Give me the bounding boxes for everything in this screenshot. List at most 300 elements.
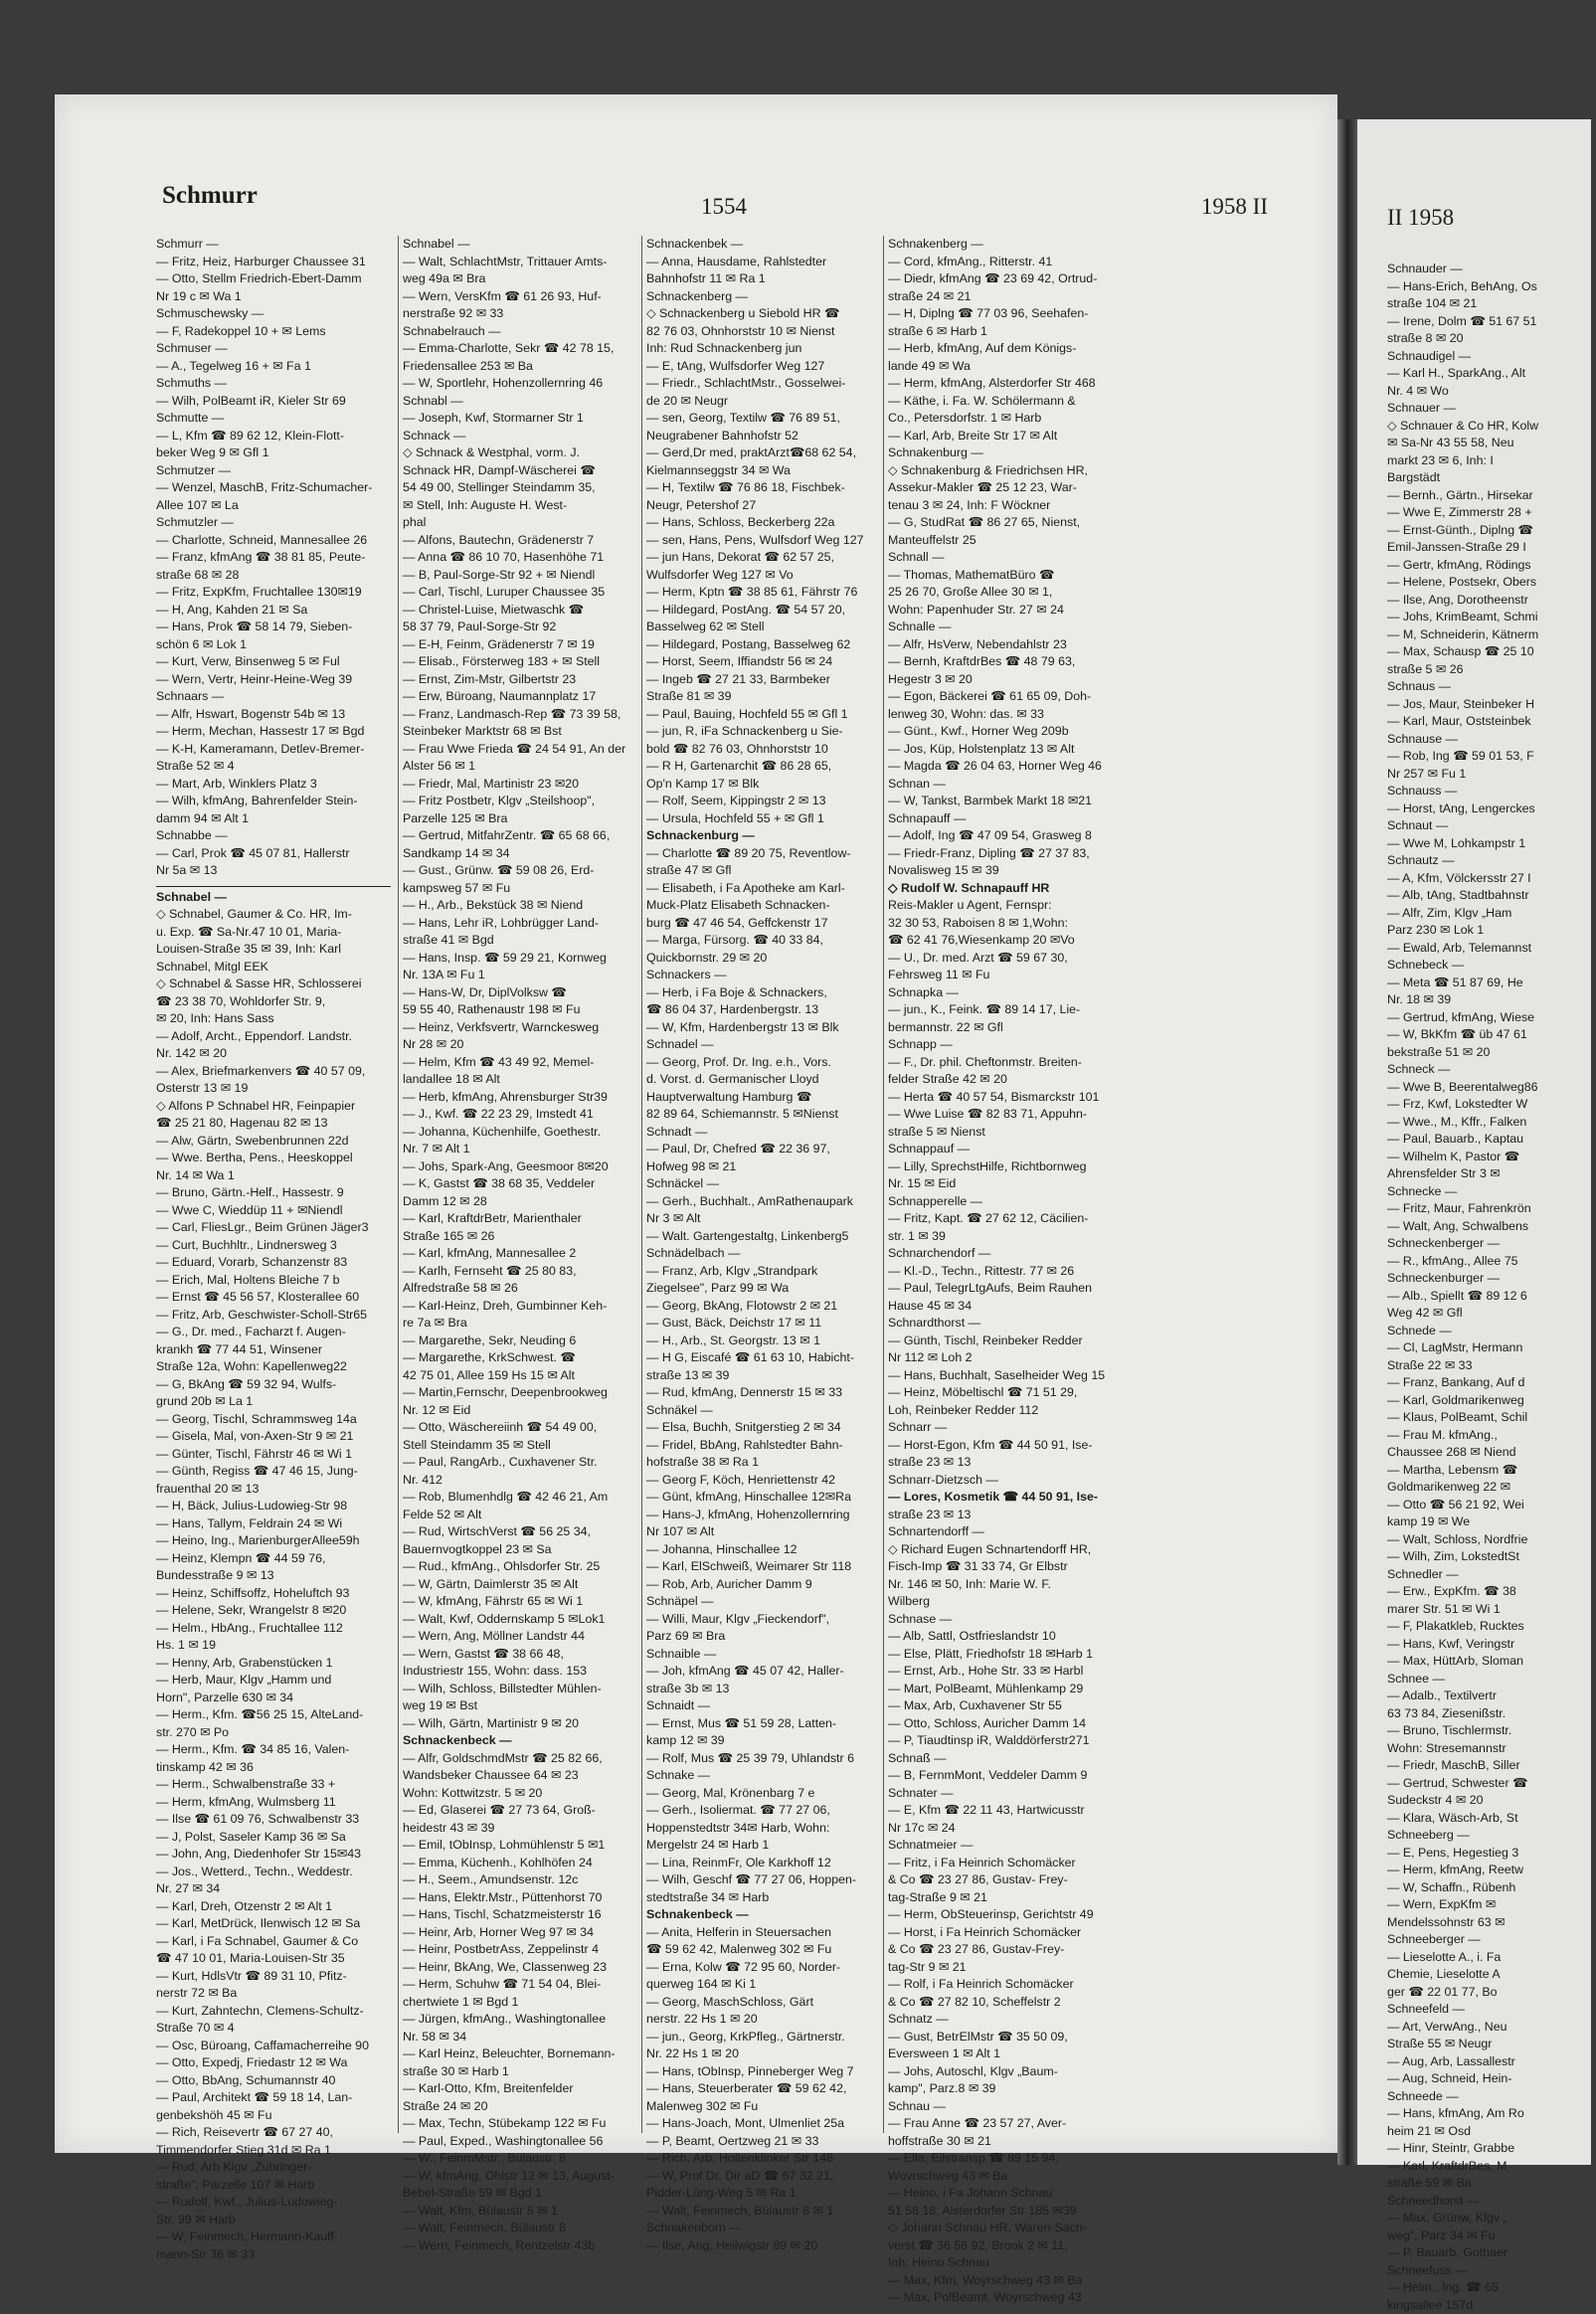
directory-entry: — Bernh, KraftdrBes ☎ 48 79 63, xyxy=(888,653,1123,671)
directory-entry: — Kurt, HdlsVtr ☎ 89 31 10, Pfitz- xyxy=(156,1968,391,1986)
directory-entry: — J, Polst, Saseler Kamp 36 ✉ Sa xyxy=(156,1829,391,1847)
directory-entry: Schnater — xyxy=(888,1785,1123,1803)
directory-entry: — Karl, Maur, Oststeinbek xyxy=(1387,713,1596,731)
directory-entry: — Hans, Tischl, Schatzmeisterstr 16 xyxy=(403,1906,637,1924)
directory-entry: straße 5 ✉ 26 xyxy=(1387,661,1596,679)
directory-entry: Schmuschewsky — xyxy=(156,305,391,323)
directory-entry: — Günth, Regiss ☎ 47 46 15, Jung- xyxy=(156,1463,391,1481)
directory-entry: Schnabel — xyxy=(156,889,391,907)
directory-entry: — Helm., HbAng., Fruchtallee 112 xyxy=(156,1620,391,1638)
directory-entry: — Georg, BkAng, Flotowstr 2 ✉ 21 xyxy=(646,1298,881,1316)
directory-entry: — E, Kfm ☎ 22 11 43, Hartwicusstr xyxy=(888,1802,1123,1820)
directory-entry: — Wenzel, MaschB, Fritz-Schumacher- xyxy=(156,479,391,497)
directory-entry: — Karl Heinz, Beleuchter, Bornemann- xyxy=(403,2046,637,2063)
directory-entry: — Kurt, Verw, Binsenweg 5 ✉ Ful xyxy=(156,653,391,671)
directory-entry: — Hans, Tallym, Feldrain 24 ✉ Wi xyxy=(156,1515,391,1533)
directory-entry: — Otto, Stellm Friedrich-Ebert-Damm xyxy=(156,270,391,288)
directory-entry: — Hans, tObInsp, Pinneberger Weg 7 xyxy=(646,2063,881,2081)
directory-entry: — Karlh, Fernseht ☎ 25 80 83, xyxy=(403,1263,637,1281)
directory-entry: — Johs, Autoschl, Klgv „Baum- xyxy=(888,2063,1123,2081)
directory-entry: Schnaut — xyxy=(1387,817,1596,835)
directory-entry: Schnauer — xyxy=(1387,400,1596,418)
directory-entry: — Hans-J, kfmAng, Hohenzollernring xyxy=(646,1507,881,1524)
directory-entry: — sen, Georg, Textilw ☎ 76 89 51, xyxy=(646,410,881,428)
directory-entry: Schnause — xyxy=(1387,731,1596,749)
directory-entry: straße", Parzelle 107 ✉ Harb xyxy=(156,2177,391,2195)
directory-entry: 54 49 00, Stellinger Steindamm 35, xyxy=(403,479,637,497)
directory-entry: Manteuffelstr 25 xyxy=(888,532,1123,550)
directory-entry: ☎ 25 21 80, Hagenau 82 ✉ 13 xyxy=(156,1115,391,1133)
directory-entry: — W, Schaffn., Rübenh xyxy=(1387,1879,1596,1897)
directory-entry: Neugrabener Bahnhofstr 52 xyxy=(646,428,881,445)
directory-entry: kamp 19 ✉ We xyxy=(1387,1513,1596,1531)
directory-entry: — Wwe., M., Kffr., Falken xyxy=(1387,1114,1596,1132)
directory-entry: — Herm, ObSteuerinsp, Gerichtstr 49 xyxy=(888,1906,1123,1924)
directory-entry: querweg 164 ✉ Ki 1 xyxy=(646,1976,881,1994)
directory-entry: straße 59 ✉ Ba xyxy=(1387,2175,1596,2193)
directory-entry: Hegestr 3 ✉ 20 xyxy=(888,671,1123,689)
directory-entry: — Ilse, Ang, Heilwigstr 89 ✉ 20 xyxy=(646,2237,881,2255)
directory-entry: — Hans, Steuerberater ☎ 59 62 42, xyxy=(646,2080,881,2098)
directory-entry: — Johs, KrimBeamt, Schmi xyxy=(1387,609,1596,626)
directory-entry: Schmuser — xyxy=(156,340,391,358)
directory-entry: Schnadel — xyxy=(646,1036,881,1054)
directory-entry: ◇ Schnackenberg u Siebold HR ☎ xyxy=(646,305,881,323)
directory-entry: — jun., Georg, KrkPfleg., Gärtnerstr. xyxy=(646,2029,881,2047)
directory-entry: — Rob, Blumenhdlg ☎ 42 46 21, Am xyxy=(403,1489,637,1507)
directory-entry: — Else, Plätt, Friedhofstr 18 ✉Harb 1 xyxy=(888,1646,1123,1664)
directory-entry: nerstr. 22 Hs 1 ✉ 20 xyxy=(646,2011,881,2029)
directory-entry: — Georg, Prof. Dr. Ing. e.h., Vors. xyxy=(646,1054,881,1072)
directory-entry: heidestr 43 ✉ 39 xyxy=(403,1820,637,1838)
directory-entry: Schnapka — xyxy=(888,984,1123,1002)
directory-entry: — Hans-Erich, BehAng, Os xyxy=(1387,278,1596,296)
directory-entry: ✉ Sa-Nr 43 55 58, Neu xyxy=(1387,435,1596,452)
directory-entry: — Wern, Gastst ☎ 38 66 48, xyxy=(403,1646,637,1664)
directory-entry: Schneefeld — xyxy=(1387,2001,1596,2019)
directory-entry: 63 73 84, Ziesenißstr. xyxy=(1387,1705,1596,1723)
directory-entry: — Paul, RangArb., Cuxhavener Str. xyxy=(403,1454,637,1472)
directory-entry: Schneck — xyxy=(1387,1061,1596,1079)
directory-entry: straße 6 ✉ Harb 1 xyxy=(888,323,1123,341)
directory-entry: — Otto, Schloss, Auricher Damm 14 xyxy=(888,1715,1123,1733)
running-head: Schmurr xyxy=(162,182,258,210)
directory-entry: — Paul, Bauarb., Kaptau xyxy=(1387,1131,1596,1149)
directory-entry: — B, Paul-Sorge-Str 92 + ✉ Niendl xyxy=(403,567,637,585)
directory-entry: Wandsbeker Chaussee 64 ✉ 23 xyxy=(403,1767,637,1785)
directory-entry: 42 75 01, Allee 159 Hs 15 ✉ Alt xyxy=(403,1367,637,1385)
directory-entry: straße 23 ✉ 13 xyxy=(888,1507,1123,1524)
directory-entry: Schmurr — xyxy=(156,236,391,254)
directory-entry: — Wwe E, Zimmerstr 28 + xyxy=(1387,504,1596,522)
directory-entry: — Klara, Wäsch-Arb, St xyxy=(1387,1810,1596,1828)
directory-column-2 xyxy=(403,236,637,2254)
directory-entry: straße 24 ✉ 21 xyxy=(888,288,1123,306)
directory-entry: — Bernh., Gärtn., Hirsekar xyxy=(1387,487,1596,505)
directory-entry: — Margarethe, KrkSchwest. ☎ xyxy=(403,1349,637,1367)
edition-label: 1958 II xyxy=(1201,194,1268,220)
directory-entry: Schnebeck — xyxy=(1387,957,1596,975)
directory-entry: — Herb, kfmAng, Ahrensburger Str39 xyxy=(403,1089,637,1107)
directory-entry: — Alfr, Hswart, Bogenstr 54b ✉ 13 xyxy=(156,706,391,724)
directory-entry: — Lores, Kosmetik ☎ 44 50 91, Ise- xyxy=(888,1489,1123,1507)
directory-entry: Wohn: Stresemannstr xyxy=(1387,1740,1596,1758)
directory-entry: — Adolf, Archt., Eppendorf. Landstr. xyxy=(156,1028,391,1046)
directory-entry: Nr. 142 ✉ 20 xyxy=(156,1045,391,1063)
directory-entry: — Karl, KraftdrBes, M xyxy=(1387,2158,1596,2176)
directory-entry: 82 76 03, Ohnhorststr 10 ✉ Nienst xyxy=(646,323,881,341)
directory-entry: — Walt, Kwf, Oddernskamp 5 ✉Lok1 xyxy=(403,1611,637,1629)
directory-entry: — E, tAng, Wulfsdorfer Weg 127 xyxy=(646,358,881,376)
directory-entry: Basselweg 62 ✉ Stell xyxy=(646,619,881,636)
directory-entry: — Kurt, Zahntechn, Clemens-Schultz- xyxy=(156,2003,391,2021)
directory-entry: — Emma, Küchenh., Kohlhöfen 24 xyxy=(403,1855,637,1872)
directory-entry: — Rob, Ing ☎ 59 01 53, F xyxy=(1387,748,1596,766)
directory-entry: — Fridel, BbAng, Rahlstedter Bahn- xyxy=(646,1437,881,1455)
directory-entry: — Cord, kfmAng., Ritterstr. 41 xyxy=(888,254,1123,271)
directory-entry: bekstraße 51 ✉ 20 xyxy=(1387,1044,1596,1062)
directory-entry: — Lieselotte A., i. Fa xyxy=(1387,1949,1596,1967)
directory-entry: Schnarr — xyxy=(888,1419,1123,1437)
directory-entry: tag-Straße 9 ✉ 21 xyxy=(888,1889,1123,1907)
directory-entry: Schnedler — xyxy=(1387,1566,1596,1584)
directory-entry: — Karl, MetDrück, Ilenwisch 12 ✉ Sa xyxy=(156,1915,391,1933)
directory-entry: — Herm, Schuhw ☎ 71 54 04, Blei- xyxy=(403,1976,637,1994)
directory-entry: — Rud, Arb Klgv „Zubringer- xyxy=(156,2159,391,2177)
directory-entry: Nr 19 c ✉ Wa 1 xyxy=(156,288,391,306)
directory-entry: — Gerh., Buchhalt., AmRathenaupark xyxy=(646,1193,881,1211)
directory-entry: — Margarethe, Sekr, Neuding 6 xyxy=(403,1333,637,1350)
directory-entry: Schnabbe — xyxy=(156,827,391,845)
directory-entry: — Erw., ExpKfm. ☎ 38 xyxy=(1387,1583,1596,1601)
directory-entry: — Herm., Kfm. ☎56 25 15, AlteLand- xyxy=(156,1706,391,1724)
directory-entry: — Thomas, MathematBüro ☎ xyxy=(888,567,1123,585)
directory-entry: Schnase — xyxy=(888,1611,1123,1629)
column-rule xyxy=(398,236,399,2133)
directory-entry: — Alfr, Zim, Klgv „Ham xyxy=(1387,905,1596,923)
directory-entry: — Charlotte ☎ 89 20 75, Reventlow- xyxy=(646,845,881,863)
directory-entry: Alfredstraße 58 ✉ 26 xyxy=(403,1280,637,1298)
directory-entry: Schnackers — xyxy=(646,967,881,984)
directory-entry: ☎ 23 38 70, Wohldorfer Str. 9, xyxy=(156,993,391,1011)
directory-entry: Nr. 18 ✉ 39 xyxy=(1387,991,1596,1009)
directory-entry: Hoppenstedtstr 34✉ Harb, Wohn: xyxy=(646,1820,881,1838)
directory-entry: Schneeberger — xyxy=(1387,1931,1596,1949)
directory-entry: — Johs, Spark-Ang, Geesmoor 8✉20 xyxy=(403,1158,637,1176)
directory-entry: Schnaß — xyxy=(888,1750,1123,1768)
directory-entry: 25 26 70, Große Allee 30 ✉ 1, xyxy=(888,584,1123,602)
directory-entry: — Franz, Landmasch-Rep ☎ 73 39 58, xyxy=(403,706,637,724)
directory-entry: Wohn: Papenhuder Str. 27 ✉ 24 xyxy=(888,602,1123,620)
directory-entry: — Anna ☎ 86 10 70, Hasenhöhe 71 xyxy=(403,549,637,567)
directory-entry: hofstraße 38 ✉ Ra 1 xyxy=(646,1454,881,1472)
directory-entry: — Karl, Arb, Breite Str 17 ✉ Alt xyxy=(888,428,1123,445)
directory-entry: Schnautz — xyxy=(1387,852,1596,870)
directory-entry: — Henny, Arb, Grabenstücken 1 xyxy=(156,1655,391,1673)
directory-entry: ger ☎ 22 01 77, Bo xyxy=(1387,1984,1596,2002)
directory-entry: ☎ 59 62 42, Malenweg 302 ✉ Fu xyxy=(646,1941,881,1959)
directory-entry: — E, Pens, Hegestieg 3 xyxy=(1387,1845,1596,1863)
directory-entry: — Gertr, kfmAng, Rödings xyxy=(1387,557,1596,575)
directory-entry: damm 94 ✉ Alt 1 xyxy=(156,810,391,828)
directory-entry: — Heinr, BkAng, We, Classenweg 23 xyxy=(403,1959,637,1977)
directory-entry: ☎ 62 41 76,Wiesenkamp 20 ✉Vo xyxy=(888,932,1123,950)
directory-entry: — Bruno, Gärtn.-Helf., Hassestr. 9 xyxy=(156,1184,391,1202)
directory-entry: Straße 22 ✉ 33 xyxy=(1387,1357,1596,1375)
directory-entry: Eversween 1 ✉ Alt 1 xyxy=(888,2046,1123,2063)
directory-entry: — Franz, kfmAng ☎ 38 81 85, Peute- xyxy=(156,549,391,567)
directory-entry: Hause 45 ✉ 34 xyxy=(888,1298,1123,1316)
directory-entry: lenweg 30, Wohn: das. ✉ 33 xyxy=(888,706,1123,724)
directory-entry: Parz 69 ✉ Bra xyxy=(646,1628,881,1646)
directory-entry: — Rob, Arb, Auricher Damm 9 xyxy=(646,1576,881,1594)
directory-entry: — Heinz, Klempn ☎ 44 59 76, xyxy=(156,1550,391,1568)
directory-entry: Straße 165 ✉ 26 xyxy=(403,1228,637,1246)
directory-entry: — sen, Hans, Pens, Wulfsdorf Weg 127 xyxy=(646,532,881,550)
directory-entry: Schnaus — xyxy=(1387,678,1596,696)
directory-entry: Schnatz — xyxy=(888,2011,1123,2029)
directory-entry: Schnappauf — xyxy=(888,1141,1123,1158)
directory-entry: — Walt, Ang, Schwalbens xyxy=(1387,1218,1596,1236)
directory-entry: Str. 99 ✉ Harb xyxy=(156,2212,391,2229)
directory-entry: — Heinr, Arb, Horner Weg 97 ✉ 34 xyxy=(403,1924,637,1942)
directory-entry: chertwiete 1 ✉ Bgd 1 xyxy=(403,1994,637,2012)
directory-entry: Parzelle 125 ✉ Bra xyxy=(403,810,637,828)
directory-entry: — Carl, FliesLgr., Beim Grünen Jäger3 xyxy=(156,1219,391,1237)
directory-entry: & Co ☎ 23 27 86, Gustav- Frey- xyxy=(888,1871,1123,1889)
directory-entry: — Johanna, Küchenhilfe, Goethestr. xyxy=(403,1124,637,1142)
directory-entry: — Wilh, Schloss, Billstedter Mühlen- xyxy=(403,1681,637,1698)
directory-entry: — Wern, VersKfm ☎ 61 26 93, Huf- xyxy=(403,288,637,306)
directory-entry: — Curt, Buchhltr., Lindnersweg 3 xyxy=(156,1237,391,1255)
directory-entry: — Karl-Heinz, Dreh, Gumbinner Keh- xyxy=(403,1298,637,1316)
directory-entry: — W., FeinmMstr., Bülaustr. 8 xyxy=(403,2150,637,2168)
directory-entry: Straße 52 ✉ 4 xyxy=(156,758,391,776)
directory-entry: — Wern, Ang, Möllner Landstr 44 xyxy=(403,1628,637,1646)
directory-entry: Schneckenberger — xyxy=(1387,1235,1596,1253)
directory-entry: — Herb, i Fa Boje & Schnackers, xyxy=(646,984,881,1002)
directory-entry: Nr 107 ✉ Alt xyxy=(646,1523,881,1541)
directory-entry: tag-Str 9 ✉ 21 xyxy=(888,1959,1123,1977)
directory-entry: — F, Radekoppel 10 + ✉ Lems xyxy=(156,323,391,341)
directory-entry: — Gisela, Mal, von-Axen-Str 9 ✉ 21 xyxy=(156,1428,391,1446)
directory-entry: kingsallee 157d xyxy=(1387,2297,1596,2314)
directory-entry: — W, Feinmech, Hermann-Kauff- xyxy=(156,2228,391,2246)
directory-entry: — F., Dr. phil. Cheftonmstr. Breiten- xyxy=(888,1054,1123,1072)
page-header xyxy=(55,94,1337,234)
directory-entry: — Gust, Bäck, Deichstr 17 ✉ 11 xyxy=(646,1315,881,1333)
directory-entry: — A., Tegelweg 16 + ✉ Fa 1 xyxy=(156,358,391,376)
directory-entry: Bargstädt xyxy=(1387,469,1596,487)
directory-entry: — Horst-Egon, Kfm ☎ 44 50 91, Ise- xyxy=(888,1437,1123,1455)
directory-entry: — Max, Grünw, Klgv „ xyxy=(1387,2210,1596,2227)
directory-entry: — Walt. Gartengestaltg, Linkenberg5 xyxy=(646,1228,881,1246)
directory-entry: Kielmannseggstr 34 ✉ Wa xyxy=(646,462,881,480)
directory-entry: Ahrensfelder Str 3 ✉ xyxy=(1387,1165,1596,1183)
next-page-header: II 1958 xyxy=(1387,205,1454,231)
directory-entry: — Rich, Arb, Holtenklinker Str 148 xyxy=(646,2150,881,2168)
directory-column-3 xyxy=(646,236,881,2254)
directory-entry: — Gust., Grünw. ☎ 59 08 26, Erd- xyxy=(403,862,637,880)
directory-entry: — Paul, Architekt ☎ 59 18 14, Lan- xyxy=(156,2089,391,2107)
directory-entry: Schnapauff — xyxy=(888,810,1123,828)
directory-entry: Straße 70 ✉ 4 xyxy=(156,2020,391,2038)
directory-entry: straße 47 ✉ Gfl xyxy=(646,862,881,880)
directory-entry: — Hans, Prok ☎ 58 14 79, Sieben- xyxy=(156,619,391,636)
book-gutter xyxy=(1337,119,1357,2165)
directory-entry: ◇ Schnakenburg & Friedrichsen HR, xyxy=(888,462,1123,480)
directory-entry: — L, Kfm ☎ 89 62 12, Klein-Flott- xyxy=(156,428,391,445)
directory-entry: — Jos, Küp, Holstenplatz 13 ✉ Alt xyxy=(888,741,1123,759)
directory-entry: — Hans, Elektr.Mstr., Püttenhorst 70 xyxy=(403,1889,637,1907)
directory-entry: Mergelstr 24 ✉ Harb 1 xyxy=(646,1837,881,1855)
directory-entry: — Adalb., Textilvertr xyxy=(1387,1688,1596,1705)
directory-entry: Assekur-Makler ☎ 25 12 23, War- xyxy=(888,479,1123,497)
column-rule xyxy=(883,236,884,2133)
directory-entry: — B, FernmMont, Veddeler Damm 9 xyxy=(888,1767,1123,1785)
directory-entry: Schneckenburger — xyxy=(1387,1270,1596,1288)
directory-entry: — Alb, tAng, Stadtbahnstr xyxy=(1387,887,1596,905)
directory-entry: Schnakenberg — xyxy=(888,236,1123,254)
directory-entry: — Elsa, Buchh, Snitgerstieg 2 ✉ 34 xyxy=(646,1419,881,1437)
directory-entry: krankh ☎ 77 44 51, Winsener xyxy=(156,1341,391,1359)
directory-entry: — Walt, Schloss, Nordfrie xyxy=(1387,1531,1596,1549)
directory-entry: — Meta ☎ 51 87 69, He xyxy=(1387,975,1596,992)
directory-entry: — Emil, tObInsp, Lohmühlenstr 5 ✉1 xyxy=(403,1837,637,1855)
directory-entry: Wohn: Kottwitzstr. 5 ✉ 20 xyxy=(403,1785,637,1803)
directory-entry: — Jos., Wetterd., Techn., Weddestr. xyxy=(156,1864,391,1881)
directory-entry: — Hans-W, Dr, DiplVolksw ☎ xyxy=(403,984,637,1002)
directory-entry: — Herm, kfmAng, Reetw xyxy=(1387,1862,1596,1879)
directory-entry: — Helm, Kfm ☎ 43 49 92, Memel- xyxy=(403,1054,637,1072)
directory-entry: Friedensallee 253 ✉ Ba xyxy=(403,358,637,376)
directory-entry: 51 58 18, Alsterdorfer Str 185 ✉39 xyxy=(888,2203,1123,2221)
directory-entry: — H, Ang, Kahden 21 ✉ Sa xyxy=(156,602,391,620)
directory-entry: — Erich, Mal, Holtens Bleiche 7 b xyxy=(156,1272,391,1290)
directory-entry: Sandkamp 14 ✉ 34 xyxy=(403,845,637,863)
directory-entry: — Wern, ExpKfm ✉ xyxy=(1387,1896,1596,1914)
directory-entry: — Ingeb ☎ 27 21 33, Barmbeker xyxy=(646,671,881,689)
directory-entry: — W, Kfm, Hardenbergstr 13 ✉ Blk xyxy=(646,1019,881,1037)
directory-entry: — Käthe, i. Fa. W. Schölermann & xyxy=(888,393,1123,411)
directory-entry: re 7a ✉ Bra xyxy=(403,1315,637,1333)
directory-entry: — Rud, kfmAng, Dennerstr 15 ✉ 33 xyxy=(646,1384,881,1402)
directory-entry: — Art, VerwAng., Neu xyxy=(1387,2019,1596,2037)
directory-entry: — H, Bäck, Julius-Ludowieg-Str 98 xyxy=(156,1498,391,1515)
directory-entry: — Franz, Bankang, Auf d xyxy=(1387,1374,1596,1392)
directory-entry: — Karl, i Fa Schnabel, Gaumer & Co xyxy=(156,1933,391,1951)
directory-entry: — Heinz, Schiffsoffz, Hoheluftch 93 xyxy=(156,1585,391,1603)
directory-entry: — Karl H., SparkAng., Alt xyxy=(1387,365,1596,383)
directory-entry: de 20 ✉ Neugr xyxy=(646,393,881,411)
directory-entry: — Gertrud, MitfahrZentr. ☎ 65 68 66, xyxy=(403,827,637,845)
directory-entry: — W, Prof Dr, Dir aD ☎ 67 32 21, xyxy=(646,2168,881,2186)
directory-entry: — Martin,Fernschr, Deepenbrookweg xyxy=(403,1384,637,1402)
directory-entry: Schnabel — xyxy=(403,236,637,254)
directory-entry: — Alb., Spiellt ☎ 89 12 6 xyxy=(1387,1288,1596,1306)
directory-entry: — Cl, LagMstr, Hermann xyxy=(1387,1339,1596,1357)
directory-entry: — Günth, Tischl, Reinbeker Redder xyxy=(888,1333,1123,1350)
directory-entry: kampsweg 57 ✉ Fu xyxy=(403,880,637,898)
directory-entry: — Martha, Lebensm ☎ xyxy=(1387,1462,1596,1480)
directory-entry: — W, BkKfm ☎ üb 47 61 xyxy=(1387,1026,1596,1044)
directory-entry: — Max, Arb, Cuxhavener Str 55 xyxy=(888,1697,1123,1715)
directory-entry: — Friedr, Mal, Martinistr 23 ✉20 xyxy=(403,776,637,794)
directory-entry: u. Exp. ☎ Sa-Nr.47 10 01, Maria- xyxy=(156,924,391,942)
directory-entry: Felde 52 ✉ Alt xyxy=(403,1507,637,1524)
directory-entry: — Carl, Tischl, Luruper Chaussee 35 xyxy=(403,584,637,602)
directory-entry: Loh, Reinbeker Redder 112 xyxy=(888,1402,1123,1420)
directory-entry: — Günt., Kwf., Horner Weg 209b xyxy=(888,723,1123,741)
directory-entry: Schnakenborn — xyxy=(646,2220,881,2237)
directory-entry: — Lina, ReinmFr, Ole Karkhoff 12 xyxy=(646,1855,881,1872)
directory-entry: ✉ Stell, Inh: Auguste H. West- xyxy=(403,497,637,515)
directory-entry: Nr. 7 ✉ Alt 1 xyxy=(403,1141,637,1158)
directory-entry: Nr 28 ✉ 20 xyxy=(403,1036,637,1054)
directory-entry: phal xyxy=(403,514,637,532)
directory-entry: — Rolf, Mus ☎ 25 39 79, Uhlandstr 6 xyxy=(646,1750,881,1768)
directory-entry: Schneedhorst — xyxy=(1387,2193,1596,2211)
directory-entry: — Karl, ElSchweiß, Weimarer Str 118 xyxy=(646,1558,881,1576)
directory-entry: — jun., K., Feink. ☎ 89 14 17, Lie- xyxy=(888,1001,1123,1019)
directory-entry: Schmutte — xyxy=(156,410,391,428)
directory-entry: Schnadt — xyxy=(646,1124,881,1142)
directory-entry: Schnakenbeck — xyxy=(646,1906,881,1924)
directory-page-right xyxy=(1357,119,1591,2165)
directory-entry: Fehrsweg 11 ✉ Fu xyxy=(888,967,1123,984)
directory-entry: — J., Kwf. ☎ 22 23 29, Imstedt 41 xyxy=(403,1106,637,1124)
directory-entry: — Herb, kfmAng, Auf dem Königs- xyxy=(888,340,1123,358)
directory-entry: — Herb, Maur, Klgv „Hamm und xyxy=(156,1672,391,1690)
directory-entry: Wovrschweg 43 ✉ Ba xyxy=(888,2168,1123,2186)
directory-entry: — Alfr, HsVerw, Nebendahlstr 23 xyxy=(888,636,1123,654)
directory-entry: — Georg F, Köch, Henriettenstr 42 xyxy=(646,1472,881,1490)
directory-entry: frauenthal 20 ✉ 13 xyxy=(156,1481,391,1499)
directory-entry: beker Weg 9 ✉ Gfl 1 xyxy=(156,445,391,462)
directory-entry: Schmuths — xyxy=(156,375,391,393)
directory-entry: Schnäckel — xyxy=(646,1175,881,1193)
directory-entry: weg", Parz 34 ✉ Fu xyxy=(1387,2227,1596,2245)
directory-entry: — Herm, kfmAng, Alsterdorfer Str 468 xyxy=(888,375,1123,393)
directory-entry: Goldmarikenweg 22 ✉ xyxy=(1387,1479,1596,1497)
directory-entry: weg 49a ✉ Bra xyxy=(403,270,637,288)
directory-entry: Schnee — xyxy=(1387,1671,1596,1689)
directory-entry: — Franz, Arb, Klgv „Strandpark xyxy=(646,1263,881,1281)
directory-entry: Nr 3 ✉ Alt xyxy=(646,1210,881,1228)
directory-entry: — Frau Wwe Frieda ☎ 24 54 91, An der xyxy=(403,741,637,759)
directory-entry: Schnackenburg — xyxy=(646,827,881,845)
directory-entry: Chaussee 268 ✉ Niend xyxy=(1387,1444,1596,1462)
directory-entry: Stell Steindamm 35 ✉ Stell xyxy=(403,1437,637,1455)
directory-entry: — Karl, kfmAng, Mannesallee 2 xyxy=(403,1245,637,1263)
directory-entry: — Karl, KraftdrBetr, Marienthaler xyxy=(403,1210,637,1228)
directory-entry: — Karl-Otto, Kfm, Breitenfelder xyxy=(403,2080,637,2098)
directory-entry: — Wwe B, Beerentalweg86 xyxy=(1387,1079,1596,1097)
directory-entry: — Otto, Wäschereiinh ☎ 54 49 00, xyxy=(403,1419,637,1437)
directory-entry: — Ella, Eilstransp ☎ 89 15 94, xyxy=(888,2150,1123,2168)
directory-entry: — Hans, Kwf, Veringstr xyxy=(1387,1636,1596,1654)
directory-entry: — Karl, Goldmarikenweg xyxy=(1387,1392,1596,1410)
directory-entry: — A, Kfm, Völckersstr 27 I xyxy=(1387,870,1596,888)
directory-entry: — Ernst-Günth., Diplng ☎ xyxy=(1387,522,1596,540)
directory-entry: — G., Dr. med., Facharzt f. Augen- xyxy=(156,1324,391,1341)
directory-entry: Nr. 4 ✉ Wo xyxy=(1387,383,1596,401)
directory-entry: — Heino, Ing., MarienburgerAllee59h xyxy=(156,1532,391,1550)
directory-entry: — Paul, Bauing, Hochfeld 55 ✉ Gfl 1 xyxy=(646,706,881,724)
directory-entry: — Christel-Luise, Mietwaschk ☎ xyxy=(403,602,637,620)
directory-entry: Fisch-Imp ☎ 31 33 74, Gr Elbstr xyxy=(888,1558,1123,1576)
directory-entry: Schnall — xyxy=(888,549,1123,567)
